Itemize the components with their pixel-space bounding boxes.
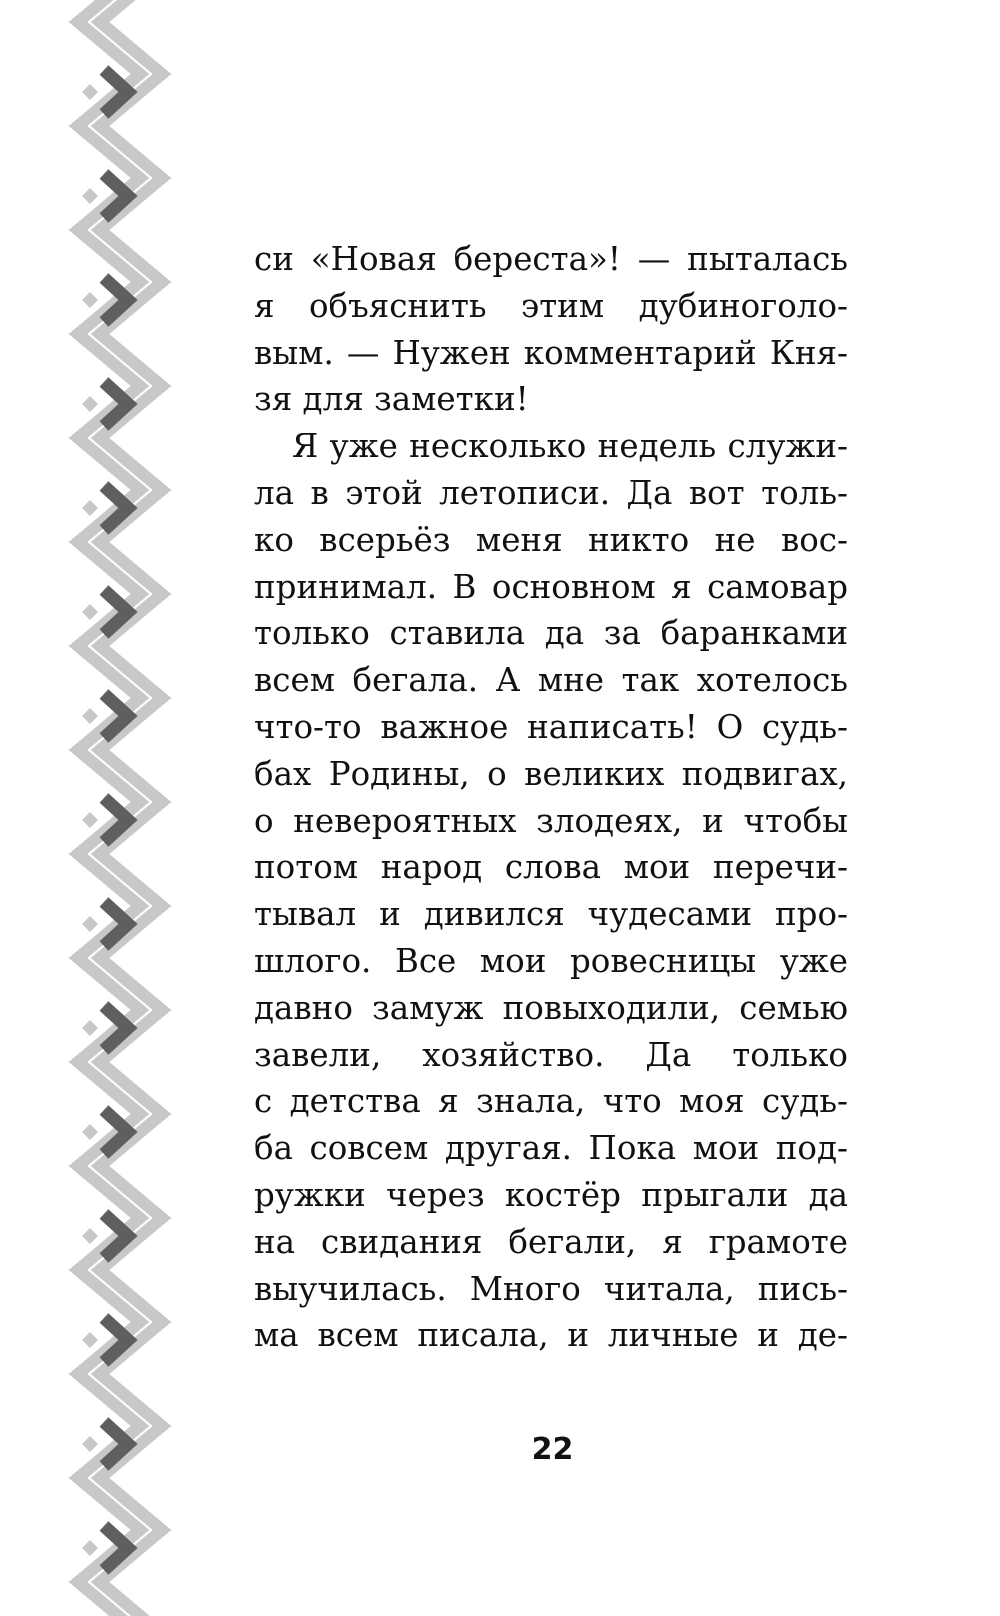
body-text — [254, 236, 848, 1359]
chevron-border-ornament — [0, 0, 190, 1616]
diamond-mark — [82, 1332, 98, 1348]
text-line: о невероятных злодеях, и чтобы — [254, 801, 848, 840]
diamond-mark — [82, 604, 98, 620]
text-line: только ставила да за баранками — [254, 614, 848, 653]
text-line: ба совсем другая. Пока мои под- — [254, 1129, 848, 1168]
text-line: выучилась. Много читала, пись- — [254, 1269, 848, 1308]
text-line: потом народ слова мои перечи- — [254, 848, 848, 887]
diamond-mark — [82, 1124, 98, 1140]
text-line: с детства я знала, что моя судь- — [254, 1082, 848, 1121]
text-line: завели, хозяйство. Да только — [254, 1035, 848, 1074]
diamond-mark — [82, 916, 98, 932]
diamond-mark — [82, 812, 98, 828]
diamond-mark — [82, 1540, 98, 1556]
text-line: Я уже несколько недель служи- — [292, 427, 848, 466]
text-line: на свидания бегали, я грамоте — [254, 1222, 848, 1261]
page-number: 22 — [531, 1432, 574, 1467]
text-line: ма всем писала, и личные и де- — [254, 1316, 848, 1355]
diamond-mark — [82, 292, 98, 308]
diamond-mark — [82, 1020, 98, 1036]
diamond-mark — [82, 188, 98, 204]
diamond-mark — [82, 708, 98, 724]
text-line: всем бегала. А мне так хотелось — [254, 661, 848, 700]
text-line: ла в этой летописи. Да вот толь- — [254, 473, 848, 512]
text-line: бах Родины, о великих подвигах, — [254, 754, 848, 793]
text-line: ружки через костёр прыгали да — [254, 1175, 848, 1214]
text-line: я объяснить этим дубиноголо- — [254, 286, 848, 325]
text-line: ко всерьёз меня никто не вос- — [254, 520, 848, 559]
text-line: зя для заметки! — [254, 380, 529, 419]
diamond-mark — [82, 500, 98, 516]
text-line: вым. — Нужен комментарий Кня- — [254, 333, 848, 372]
text-line: принимал. В основном я самовар — [254, 567, 848, 606]
text-line: давно замуж повыходили, семью — [254, 988, 848, 1027]
text-line: си «Новая береста»! — пыталась — [254, 240, 848, 278]
text-line: тывал и дивился чудесами про- — [254, 895, 848, 934]
text-line: шлого. Все мои ровесницы уже — [254, 941, 848, 980]
diamond-mark — [82, 1228, 98, 1244]
diamond-mark — [82, 84, 98, 100]
text-line: что-то важное написать! О судь- — [254, 707, 848, 746]
diamond-mark — [82, 396, 98, 412]
